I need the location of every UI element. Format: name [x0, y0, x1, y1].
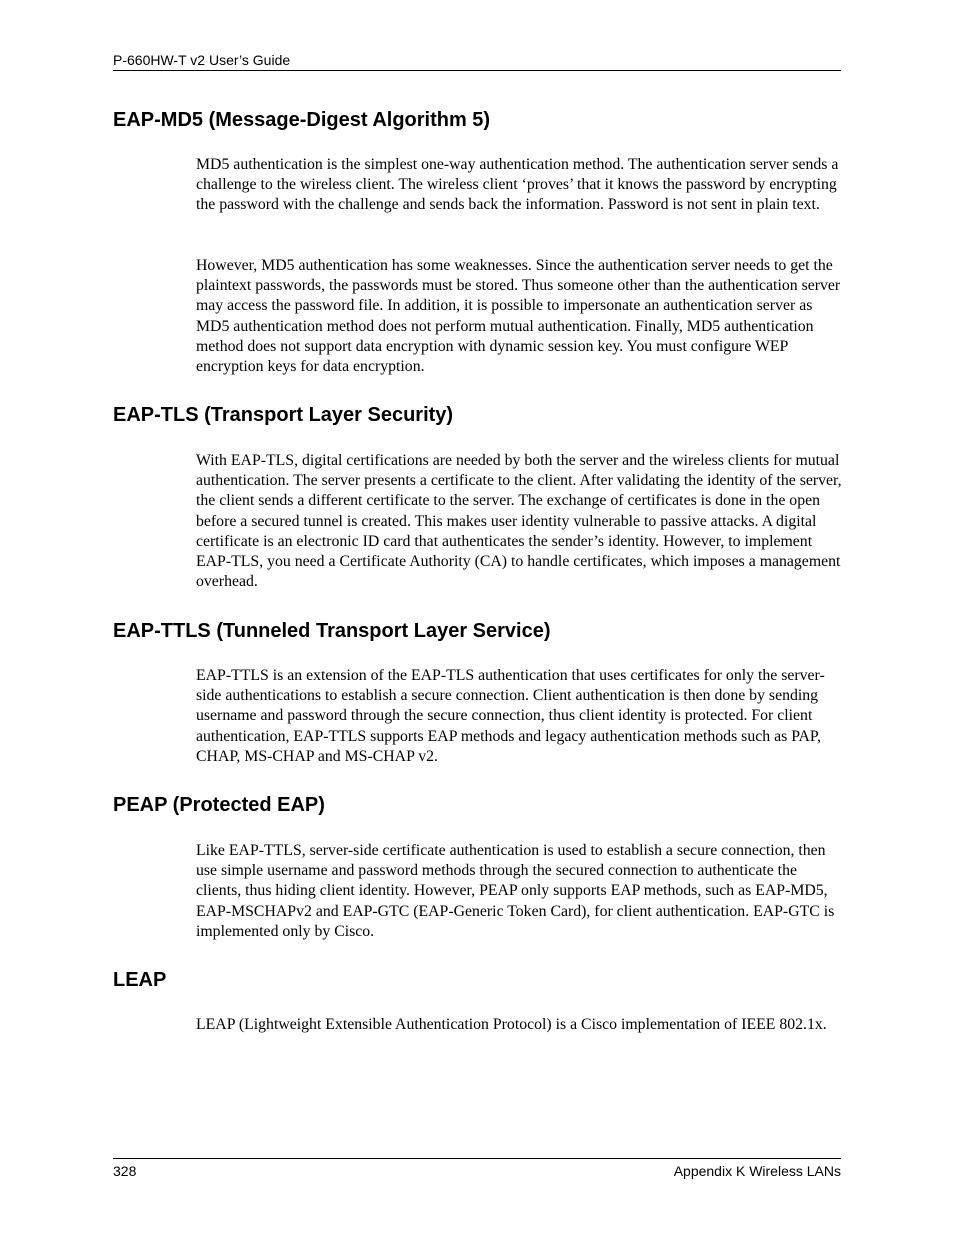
- heading-eap-ttls: EAP-TTLS (Tunneled Transport Layer Service): [113, 620, 551, 642]
- paragraph-peap: Like EAP-TTLS, server-side certificate authentication is used to establish a secure connection, then use simple username and password methods through the secured connection to authenticate the clients, thus hiding client identity. However, PEAP only supports EAP methods, such as EAP-MD5, EAP-MSCHAPv2 and EAP-GTC (EAP-Generic Token Card), for client authentication. EAP-GTC is implemented only by Cisco.: [196, 842, 835, 940]
- paragraph-eap-tls: With EAP-TLS, digital certifications are needed by both the server and the wireless clients for mutual authentication. The server presents a certificate to the client. After validating the identity of the server, the client sends a different certificate to the server. The exchange of certificates is done in the open before a secured tunnel is created. This makes user identity vulnerable to passive attacks. A digital certificate is an electronic ID card that authenticates the sender’s identity. However, to implement EAP-TLS, you need a Certificate Authority (CA) to handle certificates, which imposes a management overhead.: [196, 452, 842, 591]
- paragraph-eap-md5-1: MD5 authentication is the simplest one-way authentication method. The authentication server sends a challenge to the wireless client. The wireless client ‘proves’ that it knows the password by encrypting the password with the challenge and sends back the information. Password is not sent in plain text.: [196, 156, 839, 214]
- page-footer: [113, 1158, 841, 1179]
- paragraph-eap-ttls: EAP-TTLS is an extension of the EAP-TLS authentication that uses certificates for only the server-side authentications to establish a secure connection. Client authentication is then done by sending username and password through the secure connection, thus client identity is protected. For client authentication, EAP-TTLS supports EAP methods and legacy authentication methods such as PAP, CHAP, MS-CHAP and MS-CHAP v2.: [196, 667, 825, 765]
- guide-title: P-660HW-T v2 User’s Guide: [113, 52, 291, 68]
- heading-eap-md5: EAP-MD5 (Message-Digest Algorithm 5): [113, 109, 491, 131]
- heading-leap: LEAP: [113, 969, 167, 991]
- page-number: 328: [113, 1163, 137, 1179]
- footer-section-title: Appendix K Wireless LANs: [673, 1163, 841, 1179]
- paragraph-eap-md5-2: However, MD5 authentication has some weaknesses. Since the authentication server needs to get the plaintext passwords, the passwords must be stored. Thus someone other than the authentication server may access the password file. In addition, it is possible to impersonate an authentication server as MD5 authentication method does not perform mutual authentication. Finally, MD5 authentication method does not support data encryption with dynamic session key. You must configure WEP encryption keys for data encryption.: [196, 257, 841, 376]
- heading-eap-tls: EAP-TLS (Transport Layer Security): [113, 404, 454, 426]
- heading-peap: PEAP (Protected EAP): [113, 794, 325, 816]
- page-header: [113, 52, 841, 71]
- paragraph-leap: LEAP (Lightweight Extensible Authentication Protocol) is a Cisco implementation of IEEE 802.1x.: [196, 1016, 827, 1033]
